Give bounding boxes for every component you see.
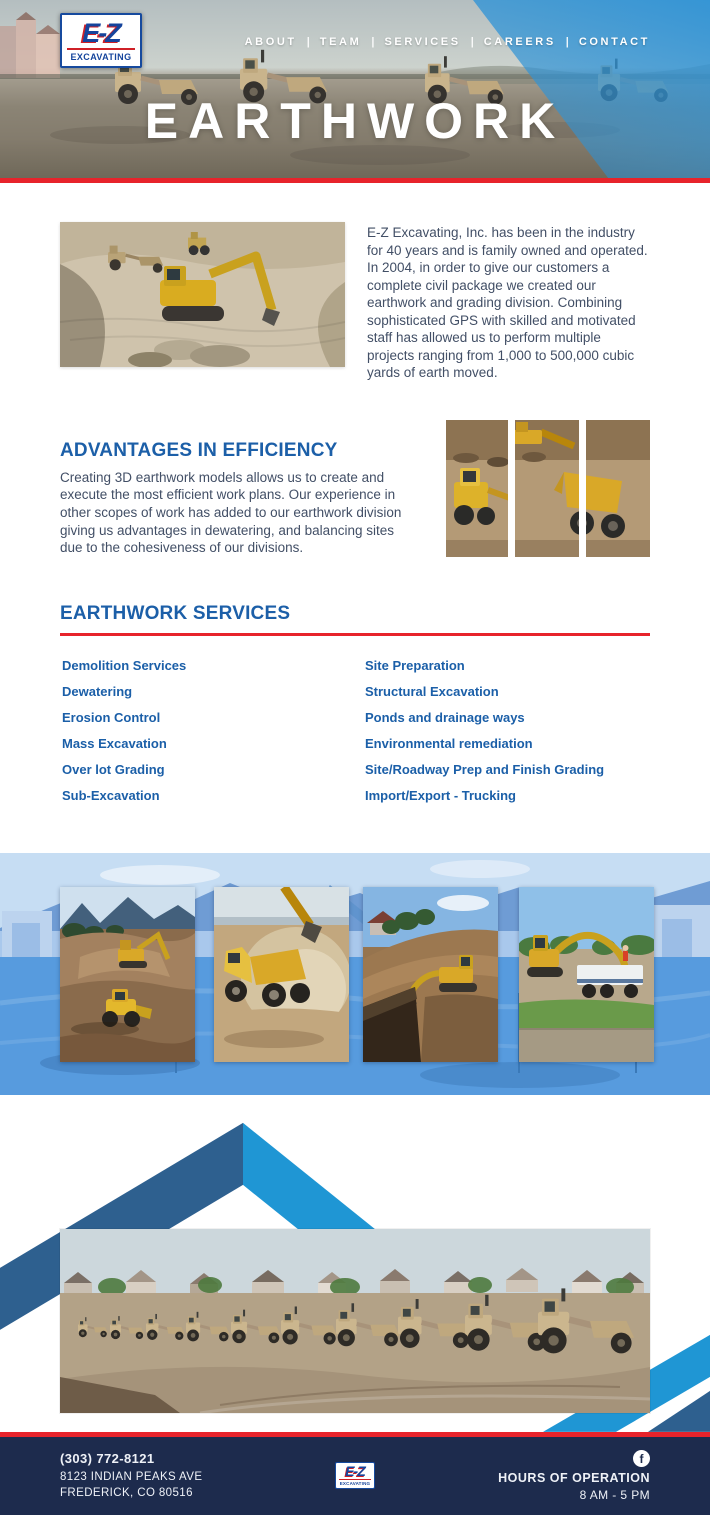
footer-hours-block — [498, 1450, 650, 1503]
footer-logo-text: E-Z — [345, 1463, 365, 1480]
footer-logo — [335, 1462, 375, 1489]
page-title: EARTHWORK — [144, 93, 566, 149]
brand-logo-subtext: EXCAVATING — [70, 52, 132, 62]
gallery-photo-1 — [60, 887, 195, 1062]
footer-phone[interactable]: (303) 772-8121 — [60, 1450, 155, 1466]
footer-address-line1: 8123 INDIAN PEAKS AVE — [60, 1470, 203, 1483]
hero-header — [0, 0, 710, 183]
nav-item-team[interactable]: TEAM — [319, 36, 362, 48]
footer-hours-label: HOURS OF OPERATION — [498, 1471, 650, 1486]
fleet-photo — [60, 1229, 650, 1413]
service-link-structural-excavation[interactable]: Structural Excavation — [365, 684, 499, 700]
nav-item-about[interactable]: ABOUT — [244, 36, 297, 48]
service-link-site-preparation[interactable]: Site Preparation — [365, 658, 465, 674]
gallery-photo-4 — [519, 887, 654, 1062]
service-link-environmental-remediation[interactable]: Environmental remediation — [365, 736, 533, 752]
services-heading: EARTHWORK SERVICES — [60, 602, 291, 624]
services-divider — [60, 633, 650, 636]
service-link-erosion-control[interactable]: Erosion Control — [62, 710, 161, 726]
service-link-ponds-drainage[interactable]: Ponds and drainage ways — [365, 710, 525, 726]
service-link-site-roadway-prep[interactable]: Site/Roadway Prep and Finish Grading — [365, 762, 605, 778]
footer-logo-rule — [339, 1479, 371, 1480]
nav-separator: | — [371, 36, 375, 48]
footer-hours-value: 8 AM - 5 PM — [579, 1488, 650, 1503]
advantages-photo-triptych — [446, 420, 650, 557]
brand-logo-text: E-Z — [82, 18, 120, 48]
intro-photo — [60, 222, 345, 367]
footer-address — [60, 1469, 202, 1501]
bottom-section — [0, 1095, 710, 1432]
footer-contact-block — [60, 1451, 202, 1501]
advantages-section — [60, 420, 650, 557]
main-nav — [245, 36, 650, 48]
nav-separator: | — [470, 36, 474, 48]
gallery-band — [0, 853, 710, 1095]
services-section — [60, 603, 650, 809]
nav-item-careers[interactable]: CAREERS — [483, 36, 556, 48]
service-link-mass-excavation[interactable]: Mass Excavation — [62, 736, 167, 752]
footer-logo-subtext: EXCAVATING — [339, 1481, 371, 1487]
service-link-sub-excavation[interactable]: Sub-Excavation — [62, 788, 160, 804]
service-link-demolition[interactable]: Demolition Services — [62, 658, 187, 674]
intro-section — [60, 222, 650, 382]
main-content — [0, 222, 710, 809]
brand-logo[interactable] — [60, 13, 142, 68]
service-link-over-lot-grading[interactable]: Over lot Grading — [62, 762, 165, 778]
service-link-import-export-trucking[interactable]: Import/Export - Trucking — [365, 788, 516, 804]
gallery-photo-3 — [363, 887, 498, 1062]
gallery-photo-2 — [214, 887, 349, 1062]
nav-item-contact[interactable]: CONTACT — [578, 36, 650, 48]
services-column-left — [60, 653, 355, 809]
nav-separator: | — [565, 36, 569, 48]
services-column-right — [355, 653, 650, 809]
nav-item-services[interactable]: SERVICES — [384, 36, 461, 48]
facebook-icon[interactable]: f — [633, 1450, 650, 1467]
service-link-dewatering[interactable]: Dewatering — [62, 684, 133, 700]
advantages-paragraph: Creating 3D earthwork models allows us to create and execute the most efficient work plans. Our experience in other scopes of work has added to our earthwork division giving us advantages in dewatering, and balancing sites due to the cohesiveness of our divisions. — [60, 469, 402, 556]
brand-logo-rule — [67, 48, 135, 50]
footer-address-line2: FREDERICK, CO 80516 — [60, 1486, 193, 1499]
advantages-heading: ADVANTAGES IN EFFICIENCY — [60, 439, 338, 461]
footer — [0, 1432, 710, 1515]
nav-separator: | — [306, 36, 310, 48]
intro-paragraph: E-Z Excavating, Inc. has been in the industry for 40 years and is family owned and operated. In 2004, in order to give our customers a complete civil package we created our earthwork and grading division. Combining sophisticated GPS with skilled and motivated staff has allowed us to perform multiple projects ranging from 1,000 to 500,000 cubic yards of earth moved. — [367, 225, 648, 381]
